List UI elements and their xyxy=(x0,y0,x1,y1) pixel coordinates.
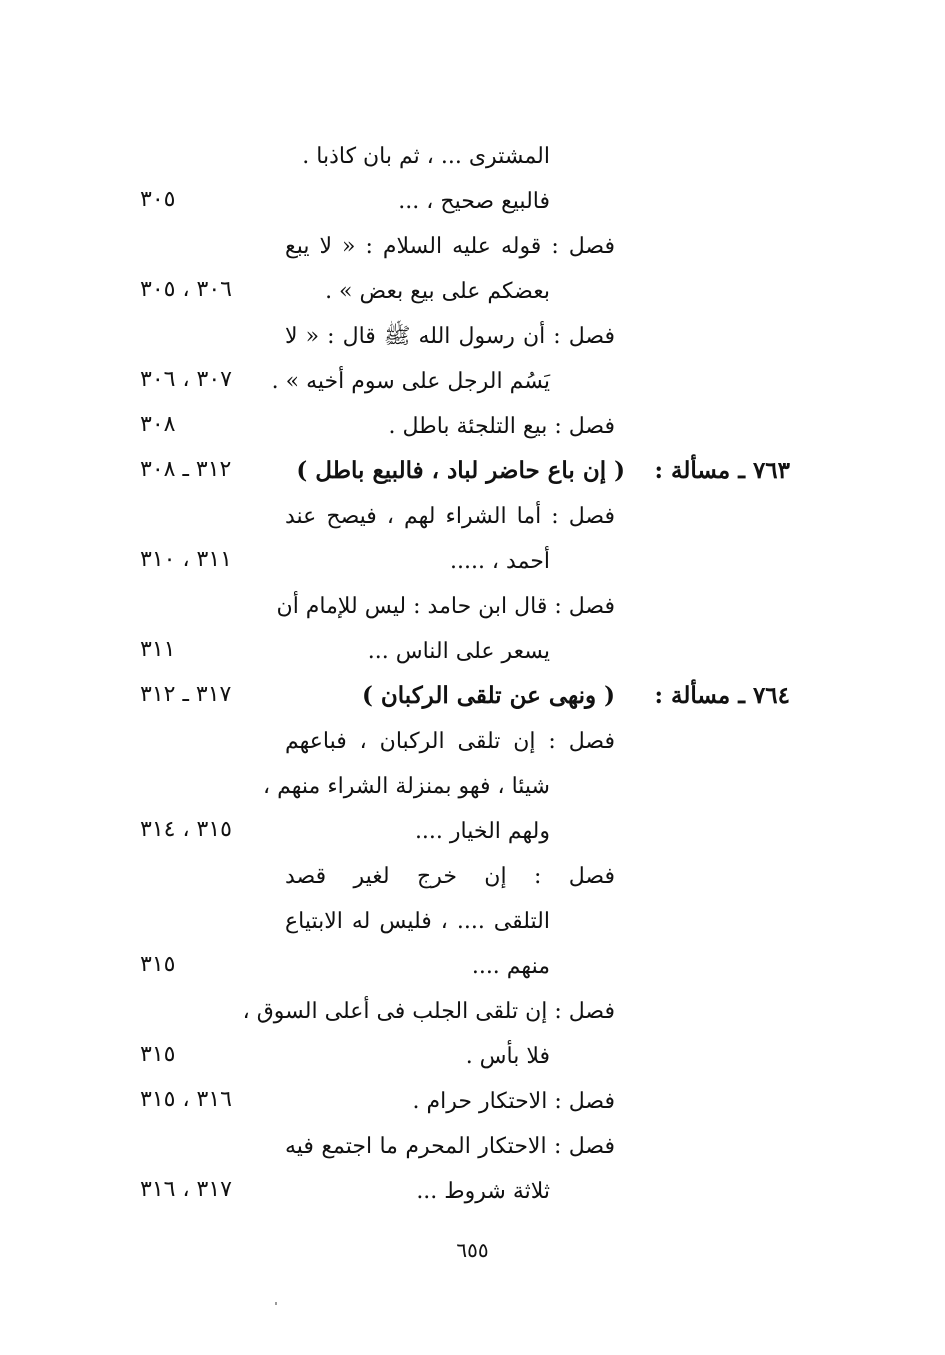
page-reference: ٣١٧ ، ٣١٦ xyxy=(140,1177,232,1202)
masala-heading: ( ونهى عن تلقى الركبان ) xyxy=(361,682,615,709)
masala-label: ٧٦٣ ـ مسألة : xyxy=(654,457,790,484)
page-reference: ٣٠٦ ، ٣٠٥ xyxy=(140,277,232,302)
scan-speck xyxy=(275,1302,277,1305)
page-reference: ٣٠٧ ، ٣٠٦ xyxy=(140,367,232,392)
entry-line: ثلاثة شروط ... xyxy=(416,1179,550,1204)
entry-line: يَسُم الرجل على سوم أخيه » . xyxy=(271,369,550,394)
page-reference: ٣١٦ ، ٣١٥ xyxy=(140,1087,232,1112)
entry-line: المشترى ... ، ثم بان كاذبا . xyxy=(302,144,550,169)
page-reference: ٣١٧ ـ ٣١٢ xyxy=(140,682,232,707)
page-reference: ٣٠٥ xyxy=(140,187,176,212)
entry-line: منهم .... xyxy=(471,954,550,979)
page-reference: ٣٠٨ xyxy=(140,412,176,437)
page-number: ٦٥٥ xyxy=(456,1238,489,1262)
page-reference: ٣١٥ xyxy=(140,1042,176,1067)
entry-line: التلقى .... ، فليس له الابتياع xyxy=(285,909,550,934)
entry-line: فصل : بيع التلجئة باطل . xyxy=(388,414,615,439)
page-reference: ٣١٢ ـ ٣٠٨ xyxy=(140,457,232,482)
entry-line: أحمد ، ..... xyxy=(449,549,550,574)
entry-line: فصل : إن تلقى الجلب فى أعلى السوق ، xyxy=(242,999,615,1024)
entry-line: ولهم الخيار .... xyxy=(414,819,550,844)
entry-line: فصل : إن تلقى الركبان ، فباعهم xyxy=(285,729,615,754)
entry-line: فصل : الاحتكار المحرم ما اجتمع فيه xyxy=(285,1134,615,1159)
page-reference: ٣١٥ ، ٣١٤ xyxy=(140,817,232,842)
masala-heading: ( إن باع حاضر لباد ، فالبيع باطل ) xyxy=(296,457,625,484)
page-reference: ٣١١ ، ٣١٠ xyxy=(140,547,232,572)
entry-line: فصل : إن خرج لغير قصد xyxy=(285,864,615,889)
entry-line: فصل : أما الشراء لهم ، فيصح عند xyxy=(285,504,615,529)
entry-line: فلا بأس . xyxy=(465,1044,550,1069)
entry-line: فصل : أن رسول الله ﷺ قال : « لا xyxy=(285,324,615,349)
page-reference: ٣١٥ xyxy=(140,952,176,977)
entry-line: شيئا ، فهو بمنزلة الشراء منهم ، xyxy=(263,774,550,799)
entry-line: بعضكم على بيع بعض » . xyxy=(325,279,550,304)
entry-line: فالبيع صحيح ، ... xyxy=(398,189,550,214)
masala-label: ٧٦٤ ـ مسألة : xyxy=(654,682,790,709)
entry-line: فصل : قال ابن حامد : ليس للإمام أن xyxy=(276,594,615,619)
entry-line: فصل : الاحتكار حرام . xyxy=(412,1089,615,1114)
entry-line: يسعر على الناس ... xyxy=(367,639,550,664)
entry-line: فصل : قوله عليه السلام : « لا يبع xyxy=(285,234,615,259)
page-reference: ٣١١ xyxy=(140,637,176,662)
